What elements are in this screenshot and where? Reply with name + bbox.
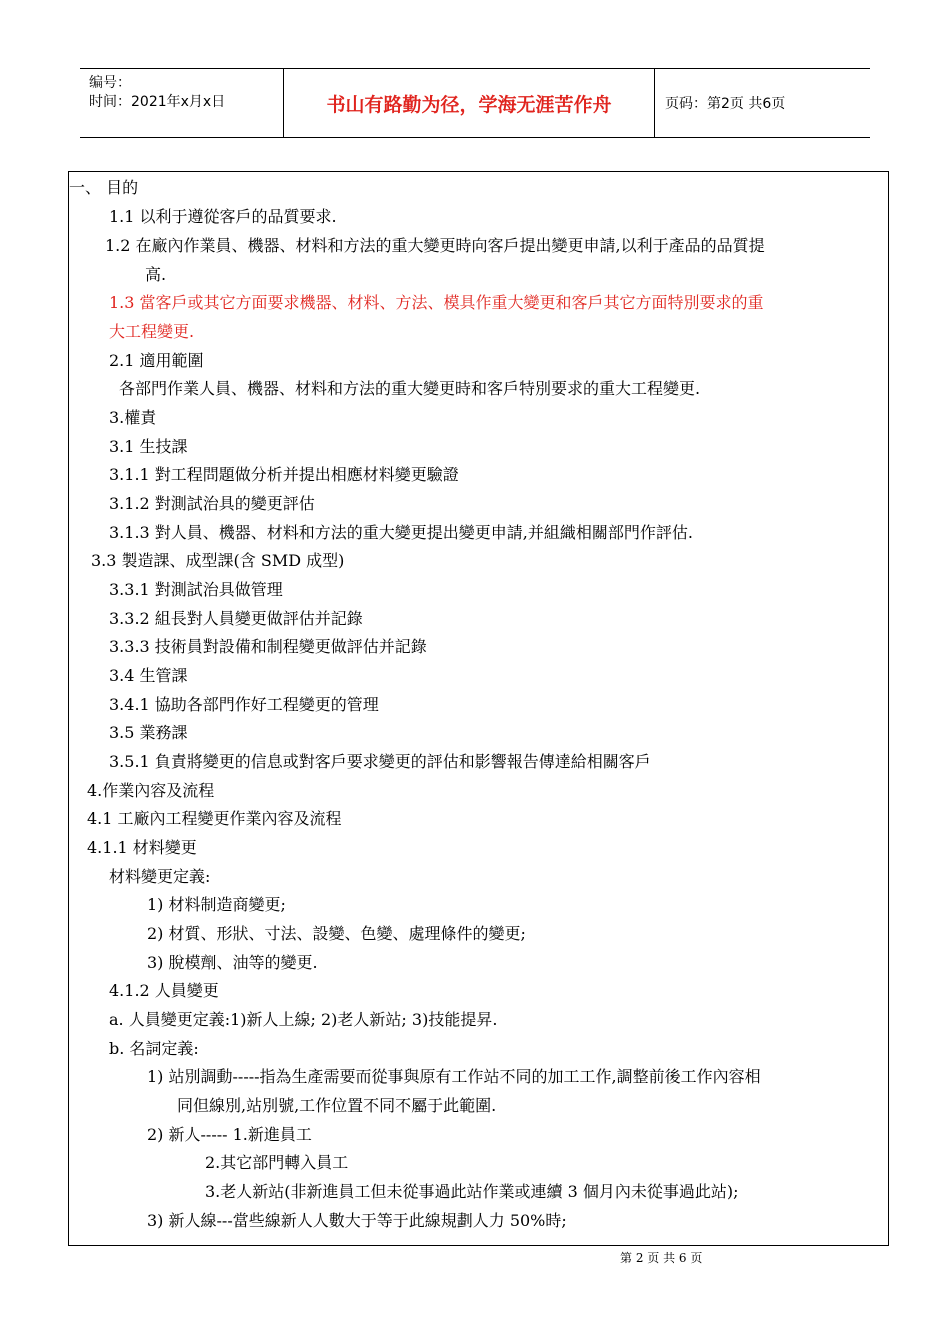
text-line: 3.老人新站(非新進員工但未從事過此站作業或連續 3 個月內未從事過此站); <box>205 1182 739 1201</box>
page-footer: 第 2 页 共 6 页 <box>620 1251 703 1265</box>
header-meta-cell <box>80 69 284 137</box>
highlight-line: 1.3 當客戶或其它方面要求機器、材料、方法、模具作重大變更和客戶其它方面特別要求的重 <box>109 293 764 312</box>
text-line: 3.1.2 對測試治具的變更評估 <box>109 494 315 513</box>
text-line: 3.1.1 對工程問題做分析并提出相應材料變更驗證 <box>109 465 459 484</box>
list-item: 2) 材質、形狀、寸法、設變、色變、處理條件的變更; <box>147 924 526 943</box>
text-line: 1.1 以利于遵從客戶的品質要求. <box>109 207 337 226</box>
document-date-label: 时间：2021年x月x日 <box>89 94 226 110</box>
text-line: 2.其它部門轉入員工 <box>205 1153 349 1172</box>
text-line: 4.1.2 人員變更 <box>109 981 219 1000</box>
text-line: 3.3.1 對測試治具做管理 <box>109 580 283 599</box>
text-line: 材料變更定義: <box>109 867 211 886</box>
text-line: 3.5.1 負責將變更的信息或對客戶要求變更的評估和影響報告傳達給相關客戶 <box>109 752 651 771</box>
document-number-label: 编号： <box>89 75 131 91</box>
text-line: 3.4.1 協助各部門作好工程變更的管理 <box>109 695 379 714</box>
list-item: 3) 脫模劑、油等的變更. <box>147 953 318 972</box>
list-item: b. 名詞定義: <box>109 1039 199 1058</box>
list-item: a. 人員變更定義:1)新人上線; 2)老人新站; 3)技能提昇. <box>109 1010 498 1029</box>
section-heading: 3.權責 <box>109 408 157 427</box>
text-line: 1.2 在廠內作業員、機器、材料和方法的重大變更時向客戶提出變更申請,以利于產品的品質提 <box>105 236 765 255</box>
text-line: 4.1.1 材料變更 <box>87 838 197 857</box>
content-box <box>68 171 889 1246</box>
text-line: 4.1 工廠內工程變更作業內容及流程 <box>87 809 342 828</box>
header-page-label: 页码：第2页 共6页 <box>665 96 786 112</box>
text-line: 3.5 業務課 <box>109 723 188 742</box>
header-page-cell <box>665 69 785 137</box>
text-line: 3.4 生管課 <box>109 666 188 685</box>
section-heading: 一、 目的 <box>69 178 139 197</box>
page-header <box>80 68 870 138</box>
text-line: 3.3.2 組長對人員變更做評估并記錄 <box>109 609 363 628</box>
list-item: 3) 新人線---當些線新人人數大于等于此線規劃人力 50%時; <box>147 1211 567 1230</box>
text-line: 3.3.3 技術員對設備和制程變更做評估并記錄 <box>109 637 427 656</box>
section-heading: 4.作業內容及流程 <box>87 781 215 800</box>
text-line: 3.1.3 對人員、機器、材料和方法的重大變更提出變更申請,并組織相關部門作評估. <box>109 523 693 542</box>
text-line: 各部門作業人員、機器、材料和方法的重大變更時和客戶特別要求的重大工程變更. <box>119 379 701 398</box>
text-line: 2.1 適用範圍 <box>109 351 204 370</box>
list-item: 2) 新人----- 1.新進員工 <box>147 1125 312 1144</box>
text-line: 3.1 生技課 <box>109 437 188 456</box>
highlight-line: 大工程變更. <box>109 322 195 341</box>
header-motto: 书山有路勤为径，学海无涯苦作舟 <box>326 93 612 116</box>
list-item: 1) 站別調動-----指為生產需要而從事與原有工作站不同的加工工作,調整前後工作內容相 <box>147 1067 761 1086</box>
text-line: 3.3 製造課、成型課(含 SMD 成型) <box>91 551 345 570</box>
text-line: 同但線別,站別號,工作位置不同不屬于此範圍. <box>177 1096 497 1115</box>
text-line: 高. <box>145 265 167 284</box>
list-item: 1) 材料制造商變更; <box>147 895 286 914</box>
header-motto-cell <box>284 69 655 137</box>
